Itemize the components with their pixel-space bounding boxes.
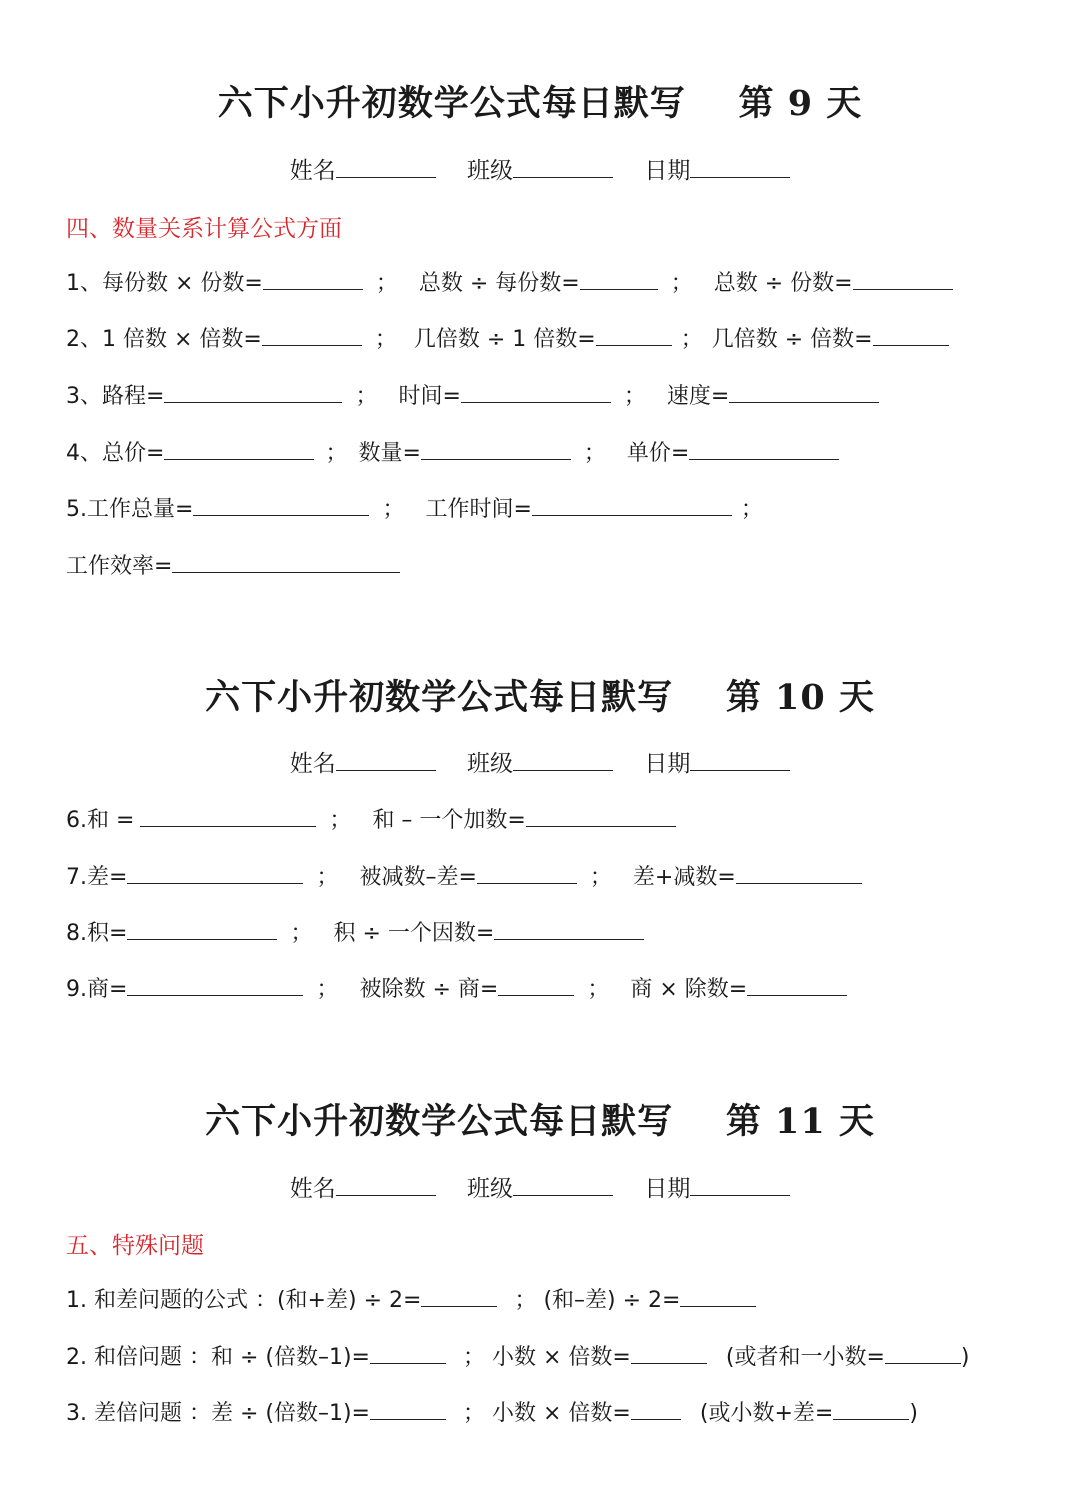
formula-label: 2. 和倍问题 ：和 ÷ (倍数–1)= <box>66 1345 370 1370</box>
separator: ； <box>316 977 339 1002</box>
separator: ； <box>375 271 398 296</box>
day10-title: 六下小升初数学公式每日默写 第 10 天 <box>205 677 875 718</box>
answer-blank[interactable] <box>833 1397 909 1420</box>
class-blank[interactable] <box>513 748 613 771</box>
separator: ； <box>290 921 313 946</box>
date-label: 日期 <box>644 1176 691 1202</box>
formula-label: 6.和 = <box>66 808 135 833</box>
answer-blank[interactable] <box>370 1397 446 1420</box>
answer-blank[interactable] <box>477 861 577 884</box>
answer-blank[interactable] <box>140 804 316 827</box>
day9-section-heading: 四、数量关系计算公式方面 <box>66 216 342 242</box>
separator: ； <box>382 497 405 522</box>
formula-label: 7.差= <box>66 865 128 890</box>
answer-blank[interactable] <box>494 917 644 940</box>
separator: ； <box>374 327 397 352</box>
separator: ； <box>670 271 693 296</box>
closing-paren: ) <box>960 1345 970 1370</box>
separator: ； <box>740 497 763 522</box>
name-blank[interactable] <box>336 748 436 771</box>
formula-label: 小数 × 倍数= <box>492 1345 631 1370</box>
name-blank[interactable] <box>336 155 436 178</box>
answer-blank[interactable] <box>580 267 658 290</box>
answer-blank[interactable] <box>747 973 847 996</box>
class-blank[interactable] <box>513 155 613 178</box>
separator: ； <box>316 865 339 890</box>
formula-label: 几倍数 ÷ 倍数= <box>711 327 873 352</box>
formula-row <box>66 1340 970 1371</box>
formula-label: 和 – 一个加数= <box>372 808 526 833</box>
day9-info-line <box>0 152 1080 185</box>
separator: ； <box>623 384 646 409</box>
formula-label: 积 ÷ 一个因数= <box>333 921 495 946</box>
formula-label: 工作效率= <box>66 554 173 579</box>
day10-info-line <box>0 745 1080 778</box>
formula-label: 小数 × 倍数= <box>492 1401 631 1426</box>
formula-label: 9.商= <box>66 977 128 1002</box>
answer-blank[interactable] <box>164 437 314 460</box>
answer-blank[interactable] <box>127 973 303 996</box>
class-label: 班级 <box>467 158 513 184</box>
formula-label: 被减数–差= <box>359 865 477 890</box>
answer-blank[interactable] <box>689 437 839 460</box>
separator: ； <box>325 441 348 466</box>
answer-blank[interactable] <box>421 437 571 460</box>
formula-row <box>66 1396 918 1427</box>
formula-label: 商 × 除数= <box>630 977 748 1002</box>
answer-blank[interactable] <box>853 267 953 290</box>
answer-blank[interactable] <box>370 1341 446 1364</box>
answer-blank[interactable] <box>885 1341 961 1364</box>
formula-row <box>66 860 862 891</box>
formula-row <box>66 549 400 580</box>
formula-label: (或者和一小数= <box>725 1345 885 1370</box>
answer-blank[interactable] <box>631 1397 681 1420</box>
separator: ； <box>355 384 378 409</box>
formula-row <box>66 379 879 410</box>
name-label: 姓名 <box>289 1176 336 1202</box>
formula-label: 数量= <box>358 441 421 466</box>
name-label: 姓名 <box>289 158 336 184</box>
separator: ； <box>329 808 352 833</box>
date-blank[interactable] <box>690 1173 790 1196</box>
date-label: 日期 <box>644 751 691 777</box>
class-blank[interactable] <box>513 1173 613 1196</box>
formula-label: 几倍数 ÷ 1 倍数= <box>413 327 596 352</box>
answer-blank[interactable] <box>498 973 574 996</box>
answer-blank[interactable] <box>873 323 949 346</box>
answer-blank[interactable] <box>532 493 732 516</box>
formula-label: 3. 差倍问题 ：差 ÷ (倍数–1)= <box>66 1401 370 1426</box>
separator: ； <box>463 1401 486 1426</box>
formula-row <box>66 322 949 353</box>
answer-blank[interactable] <box>596 323 672 346</box>
class-label: 班级 <box>467 1176 513 1202</box>
answer-blank[interactable] <box>164 380 342 403</box>
answer-blank[interactable] <box>127 861 303 884</box>
separator: ； <box>589 865 612 890</box>
formula-row <box>66 266 953 297</box>
answer-blank[interactable] <box>193 493 369 516</box>
date-label: 日期 <box>644 158 691 184</box>
formula-label: 5.工作总量= <box>66 497 194 522</box>
answer-blank[interactable] <box>680 1284 756 1307</box>
separator: ； <box>587 977 610 1002</box>
answer-blank[interactable] <box>172 550 400 573</box>
answer-blank[interactable] <box>461 380 611 403</box>
formula-row <box>66 803 676 834</box>
formula-label: (或小数+差= <box>699 1401 834 1426</box>
answer-blank[interactable] <box>729 380 879 403</box>
formula-row <box>66 916 644 947</box>
formula-label: 1、每份数 × 份数= <box>66 271 263 296</box>
answer-blank[interactable] <box>421 1284 497 1307</box>
date-blank[interactable] <box>690 748 790 771</box>
name-blank[interactable] <box>336 1173 436 1196</box>
answer-blank[interactable] <box>526 804 676 827</box>
formula-label: 8.积= <box>66 921 128 946</box>
formula-label: 总数 ÷ 每份数= <box>418 271 580 296</box>
answer-blank[interactable] <box>262 323 362 346</box>
formula-label: 速度= <box>666 384 730 409</box>
formula-label: 总数 ÷ 份数= <box>713 271 853 296</box>
formula-row <box>66 492 763 523</box>
formula-label: (和–差) ÷ 2= <box>543 1288 681 1313</box>
day11-info-line <box>0 1170 1080 1203</box>
class-label: 班级 <box>467 751 513 777</box>
formula-label: 4、总价= <box>66 441 165 466</box>
answer-blank[interactable] <box>736 861 862 884</box>
date-blank[interactable] <box>690 155 790 178</box>
day9-title: 六下小升初数学公式每日默写 第 9 天 <box>217 83 863 124</box>
formula-label: 2、1 倍数 × 倍数= <box>66 327 262 352</box>
closing-paren: ) <box>909 1401 918 1426</box>
name-label: 姓名 <box>289 751 336 777</box>
day11-section-heading: 五、特殊问题 <box>66 1233 204 1259</box>
formula-label: 单价= <box>626 441 690 466</box>
day11-title: 六下小升初数学公式每日默写 第 11 天 <box>205 1101 875 1142</box>
formula-row <box>66 436 839 467</box>
formula-label: 被除数 ÷ 商= <box>359 977 499 1002</box>
separator: ； <box>583 441 606 466</box>
answer-blank[interactable] <box>127 917 277 940</box>
answer-blank[interactable] <box>631 1341 707 1364</box>
formula-label: 1. 和差问题的公式 ：(和+差) ÷ 2= <box>66 1288 422 1313</box>
formula-label: 差+减数= <box>632 865 736 890</box>
formula-row <box>66 1283 756 1314</box>
formula-row <box>66 972 847 1003</box>
separator: ； <box>463 1345 486 1370</box>
formula-label: 工作时间= <box>425 497 532 522</box>
formula-label: 3、路程= <box>66 384 165 409</box>
formula-label: 时间= <box>398 384 461 409</box>
separator: ； <box>680 327 703 352</box>
separator: ； <box>514 1288 537 1313</box>
answer-blank[interactable] <box>263 267 363 290</box>
